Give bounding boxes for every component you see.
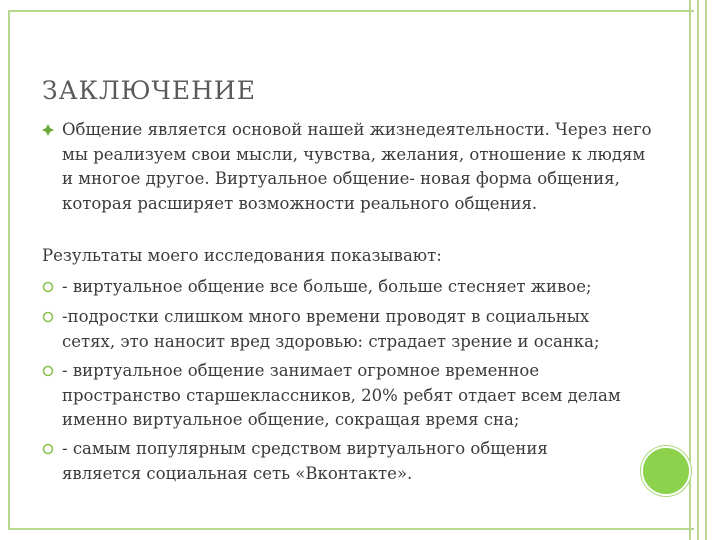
frame-left-line bbox=[8, 10, 10, 530]
intro-line: которая расширяет возможности реального общения. bbox=[62, 193, 538, 213]
circle-bullet-icon bbox=[42, 443, 54, 455]
intro-line: мы реализуем свои мысли, чувства, желания, отношение к людям bbox=[62, 144, 646, 164]
item-line: является социальная сеть «Вконтакте». bbox=[62, 463, 413, 483]
item-line: - виртуальное общение все больше, больше стесняет живое; bbox=[62, 277, 592, 296]
intro-paragraph bbox=[62, 118, 682, 216]
intro-line: и многое другое. Виртуальное общение- новая форма общения, bbox=[62, 169, 620, 188]
intro-line: Общение является основой нашей жизнедеятельности. Через него bbox=[62, 120, 652, 139]
item-line: именно виртуальное общение, сокращая время сна; bbox=[62, 410, 520, 429]
circle-bullet-icon bbox=[42, 281, 54, 293]
frame-bottom-line bbox=[8, 528, 694, 530]
item-line: - виртуальное общение занимает огромное временное bbox=[62, 361, 540, 380]
item-line: - самым популярным средством виртуального общения bbox=[62, 439, 548, 458]
frame-top-line bbox=[8, 10, 694, 12]
diamond-flower-icon bbox=[42, 124, 54, 136]
item-line: пространство старшеклассников, 20% ребят отдает всем делам bbox=[62, 385, 621, 405]
item-line: сетях, это наносит вред здоровью: страдает зрение и осанка; bbox=[62, 331, 600, 351]
frame-right-line-2 bbox=[697, 0, 699, 540]
slide-title: ЗАКЛЮЧЕНИЕ bbox=[42, 76, 256, 105]
list-item bbox=[62, 359, 682, 433]
frame-right-line-3 bbox=[705, 0, 707, 540]
circle-bullet-icon bbox=[42, 311, 54, 323]
circle-bullet-icon bbox=[42, 365, 54, 377]
item-line: -подростки слишком много времени проводят в социальных bbox=[62, 307, 590, 326]
results-heading: Результаты моего исследования показывают: bbox=[42, 246, 442, 265]
list-item bbox=[62, 437, 682, 486]
frame-right-line-1 bbox=[689, 0, 691, 540]
list-item bbox=[62, 275, 682, 300]
list-item bbox=[62, 305, 682, 354]
